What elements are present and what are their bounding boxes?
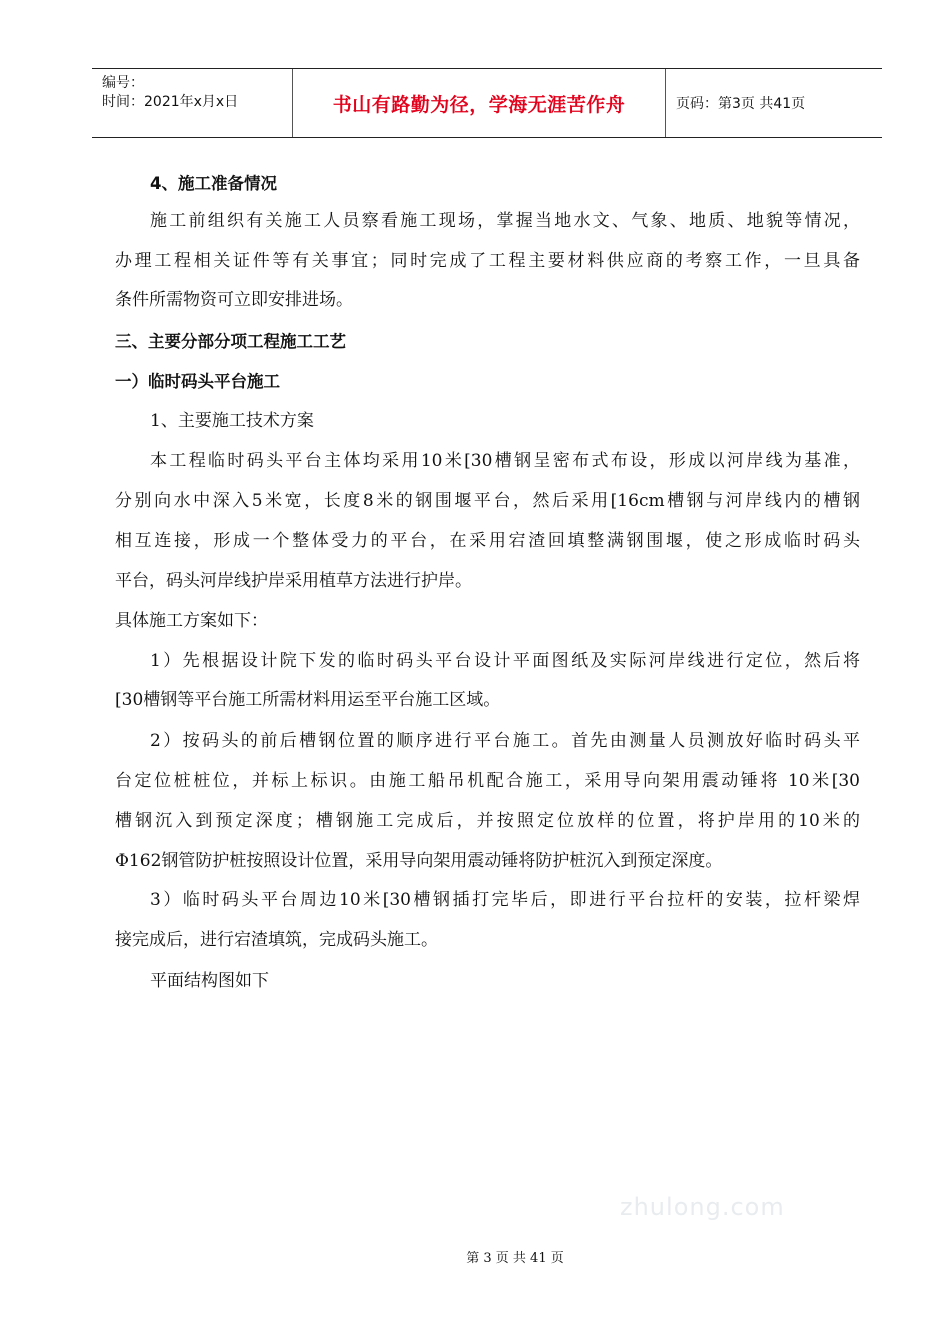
paragraph-line: 条件所需物资可立即安排进场。 xyxy=(115,290,353,310)
step-1-line: 1）先根据设计院下发的临时码头平台设计平面图纸及实际河岸线进行定位，然后将 xyxy=(150,651,860,671)
step-2-line: 台定位桩桩位，并标上标识。由施工船吊机配合施工，采用导向架用震动锤将 10米[30 xyxy=(115,771,860,791)
paragraph-line: 施工前组织有关施工人员察看施工现场，掌握当地水文、气象、地质、地貌等情况， xyxy=(150,211,860,231)
time-label: 时间：2021年x月x日 xyxy=(102,94,239,110)
header-meta-cell xyxy=(92,69,293,137)
paragraph-line: 平台，码头河岸线护岸采用植草方法进行护岸。 xyxy=(115,571,472,591)
paragraph-line: 本工程临时码头平台主体均采用10米[30槽钢呈密布式布设，形成以河岸线为基准， xyxy=(150,451,860,471)
header-page-cell xyxy=(666,69,882,137)
step-1-line: [30槽钢等平台施工所需材料用运至平台施工区域。 xyxy=(115,690,501,710)
page-footer: 第 3 页 共 41 页 xyxy=(466,1251,564,1266)
page-info: 页码：第3页 共41页 xyxy=(676,96,806,112)
heading-preparation: 4、施工准备情况 xyxy=(150,174,277,193)
heading-temporary-wharf: 一）临时码头平台施工 xyxy=(115,372,280,391)
paragraph-line: 分别向水中深入5米宽，长度8米的钢围堰平台，然后采用[16cm槽钢与河岸线内的槽钢 xyxy=(115,491,860,511)
page-header xyxy=(92,68,882,138)
step-3-line: 3）临时码头平台周边10米[30槽钢插打完毕后，即进行平台拉杆的安装，拉杆梁焊 xyxy=(150,890,860,910)
paragraph-line: 相互连接，形成一个整体受力的平台，在采用宕渣回填整满钢围堰，使之形成临时码头 xyxy=(115,531,860,551)
paragraph-line: 办理工程相关证件等有关事宜；同时完成了工程主要材料供应商的考察工作，一旦具备 xyxy=(115,251,860,271)
subheading-technical-plan: 1、主要施工技术方案 xyxy=(150,411,314,431)
step-3-line: 接完成后，进行宕渣填筑，完成码头施工。 xyxy=(115,930,438,950)
step-2-line: Φ162钢管防护桩按照设计位置，采用导向架用震动锤将防护桩沉入到预定深度。 xyxy=(115,851,723,871)
heading-section-3: 三、主要分部分项工程施工工艺 xyxy=(115,332,346,351)
step-2-line: 槽钢沉入到预定深度；槽钢施工完成后，并按照定位放样的位置，将护岸用的10米的 xyxy=(115,811,860,831)
number-label: 编号： xyxy=(102,75,144,91)
step-2-line: 2）按码头的前后槽钢位置的顺序进行平台施工。首先由测量人员测放好临时码头平 xyxy=(150,731,860,751)
motto-text: 书山有路勤为径，学海无涯苦作舟 xyxy=(332,93,626,116)
plan-intro: 具体施工方案如下： xyxy=(115,611,268,631)
header-motto-cell xyxy=(293,69,666,137)
watermark: zhulong.com xyxy=(620,1193,785,1221)
diagram-intro: 平面结构图如下 xyxy=(150,971,269,991)
